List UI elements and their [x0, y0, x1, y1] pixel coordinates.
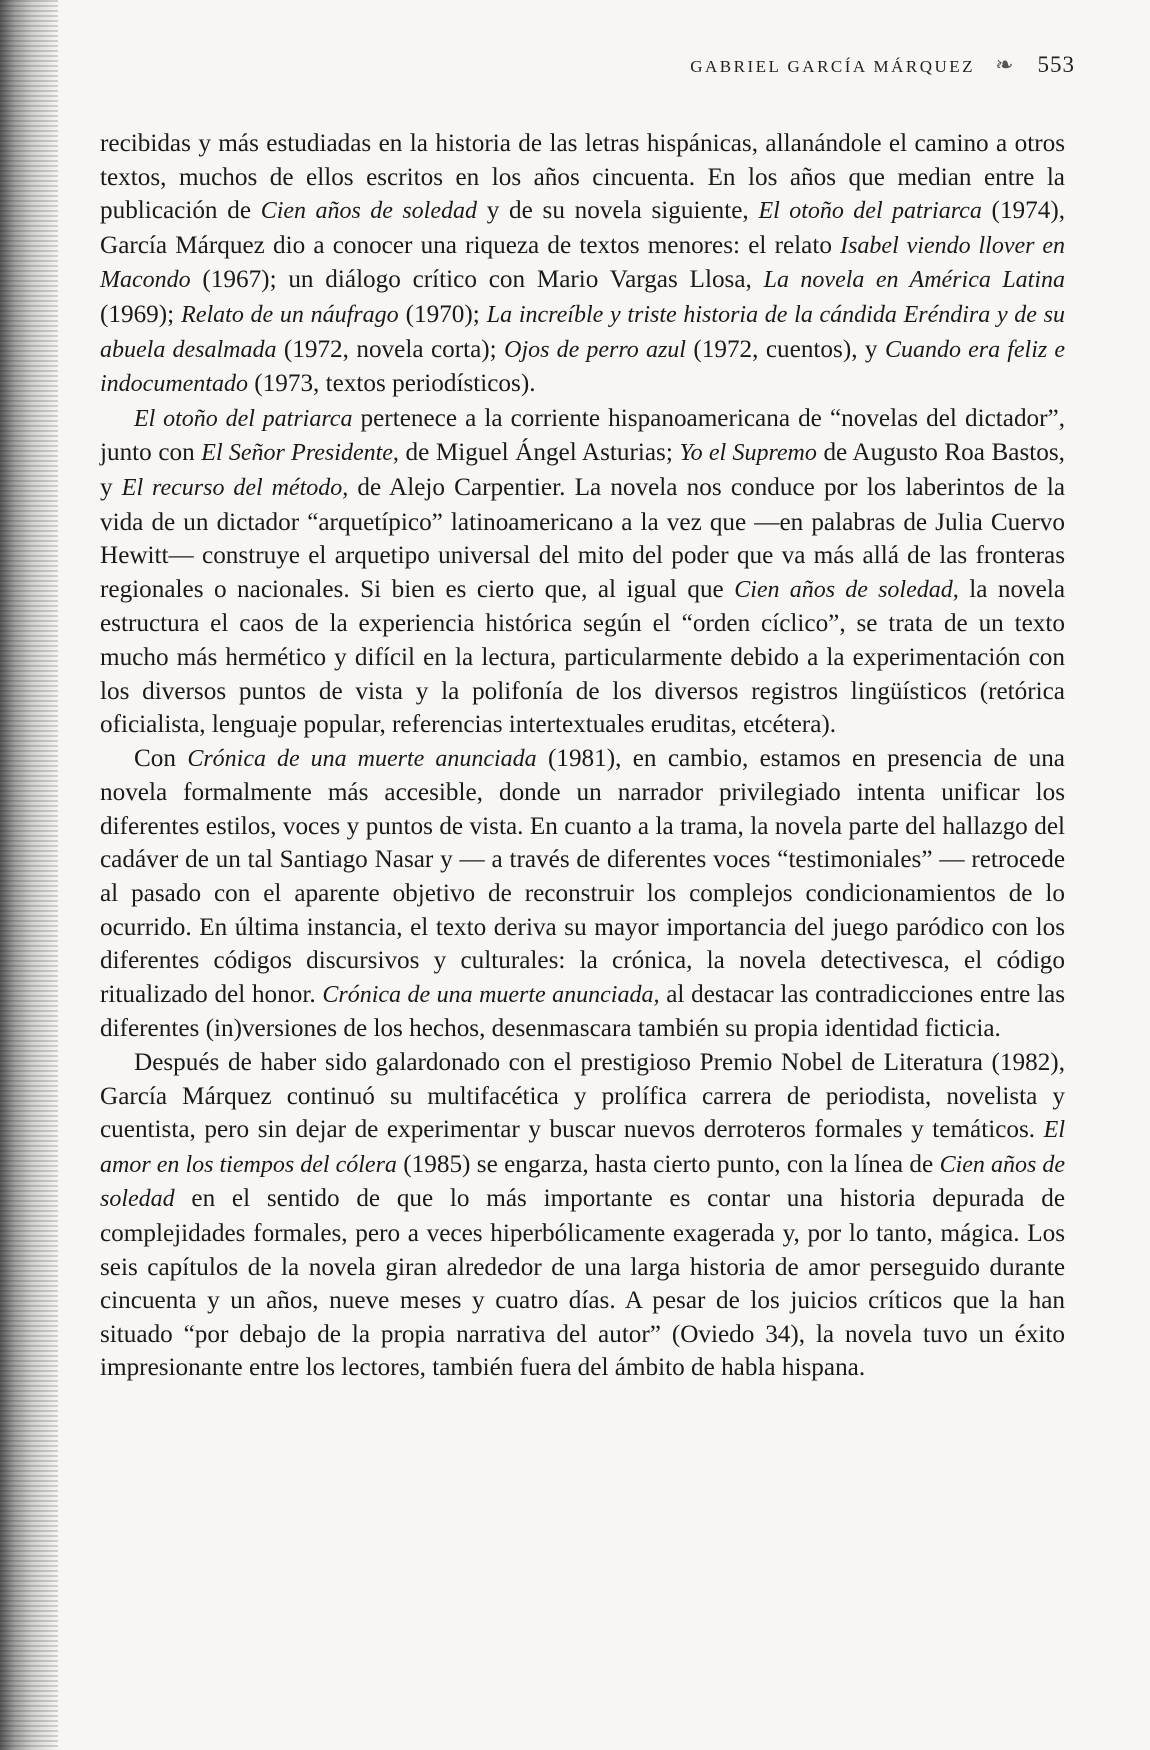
scan-edge-shadow — [0, 0, 58, 1750]
text-run: recibidas y más estudiadas en la historia de las letras hispánicas, allanándole el camino a otros textos, muchos de ellos escritos en los años cincuenta. En los años que median entre la publicación de — [100, 130, 1065, 225]
italic-title: Crónica de una muerte anunciada, — [322, 981, 660, 1008]
text-run: Con — [134, 744, 188, 772]
italic-title: Cien años de soledad — [260, 198, 477, 225]
italic-title: El otoño del patriarca — [758, 198, 982, 225]
text-run: y de su novela siguiente, — [476, 197, 759, 225]
text-run: (1972, novela corta); — [276, 335, 505, 363]
italic-title: La increíble y triste historia de la cándida Eréndira y de su abuela desalmada — [100, 301, 1066, 363]
text-run: (1967); un diálogo crítico con Mario Vargas Llosa, — [190, 266, 764, 294]
text-run: en el sentido de que lo más importante es contar una historia depurada de complejidades formales, pero a veces hiperbólicamente exagerada y, por lo tanto, mágica. Los seis capítulos de la novela giran alrededor de una larga historia de amor perseguido durante cincuenta y un años, nueve meses y cuatro días. A pesar de los juicios críticos que la han situado “por debajo de la propia narrativa del autor” (Oviedo 34), la novela tuvo un éxito impresionante entre los lectores, también fuera del ámbito de habla hispana. — [100, 1185, 1065, 1382]
italic-title: El otoño del patriarca — [134, 405, 353, 432]
text-run: (1974), García Márquez dio a conocer una riqueza de textos menores: el relato — [100, 197, 1065, 259]
italic-title: Cien años de soledad, — [734, 576, 959, 603]
text-run: (1970); — [398, 300, 487, 328]
italic-title: La novela en América Latina — [763, 267, 1066, 294]
running-head-author: GABRIEL GARCÍA MÁRQUEZ — [690, 57, 976, 76]
text-run: pertenece a la corriente hispanoamericana de “novelas del dictador”, junto con — [100, 404, 1066, 467]
text-run: (1969); — [100, 300, 182, 328]
text-run: Después de haber sido galardonado con el prestigioso Premio Nobel de Literatura (1982), García Márquez continuó su multifacética y prolífica carrera de periodista, novelista y cuentista, pero sin dejar de experimentar y buscar nuevos derroteros formales y temáticos. — [100, 1049, 1065, 1144]
italic-title: Relato de un náufrago — [181, 301, 399, 328]
text-run: al destacar las contradicciones entre las diferentes (in)versiones de los hechos, desenmascara también su propia identidad ficticia. — [100, 980, 1065, 1043]
paragraph-1 — [100, 127, 1065, 402]
italic-title: Crónica de una muerte anunciada — [187, 745, 537, 772]
italic-title: Yo el Supremo — [679, 440, 817, 467]
italic-title: El recurso del método, — [121, 474, 349, 501]
running-head — [620, 52, 1075, 78]
text-run: de Augusto Roa Bastos, y — [100, 439, 1065, 501]
text-run: (1972, cuentos), y — [685, 335, 885, 363]
italic-title: Ojos de perro azul — [504, 336, 686, 363]
italic-title: Isabel viendo llover en Macondo — [100, 232, 1065, 294]
italic-title: Cuando era feliz e indocumentado — [100, 336, 1066, 398]
text-run: la novela estructura el caos de la experiencia histórica según el “orden cíclico”, se trata de un texto mucho más hermético y difícil en la lectura, particularmente debido a la experimentación con los diversos puntos de vista y la polifonía de los diversos registros lingüísticos (retórica oficialista, lenguaje popular, referencias intertextuales eruditas, etcétera). — [100, 575, 1066, 739]
body-text — [100, 127, 1065, 1385]
paragraph-2 — [100, 402, 1065, 742]
text-run: (1973, textos periodísticos). — [247, 370, 536, 398]
page-number: 553 — [1037, 52, 1075, 77]
text-run: de Alejo Carpentier. La novela nos conduce por los laberintos de la vida de un dictador “arquetípico” latinoamericano a la vez que —en palabras de Julia Cuervo Hewitt— construye el arquetipo universal del mito del poder que va más allá de las fronteras regionales o nacionales. Si bien es cierto que, al igual que — [100, 473, 1065, 603]
text-run: (1985) se engarza, hasta cierto punto, con la línea de — [396, 1150, 940, 1178]
text-run: de Miguel Ángel Asturias; — [398, 439, 680, 467]
italic-title: El Señor Presidente, — [201, 440, 399, 467]
italic-title: El amor en los tiempos del cólera — [100, 1117, 1065, 1178]
text-run: (1981), en cambio, estamos en presencia de una novela formalmente más accesible, donde un narrador privilegiado intenta unificar los diferentes estilos, voces y puntos de vista. En cuanto a la trama, la novela parte del hallazgo del cadáver de un tal Santiago Nasar y — a través de diferentes voces “testimoniales” — retrocede al pasado con el aparente objetivo de reconstruir los complejos condicionamientos de lo ocurrido. En última instancia, el texto deriva su mayor importancia del juego paródico con los diferentes códigos discursivos y culturales: la crónica, la novela detectivesca, el código ritualizado del honor. — [100, 744, 1065, 1008]
paragraph-3 — [100, 742, 1065, 1046]
italic-title: Cien años de soledad — [100, 1151, 1066, 1213]
paragraph-4 — [100, 1046, 1065, 1385]
fleuron-icon: ❧ — [995, 52, 1016, 77]
